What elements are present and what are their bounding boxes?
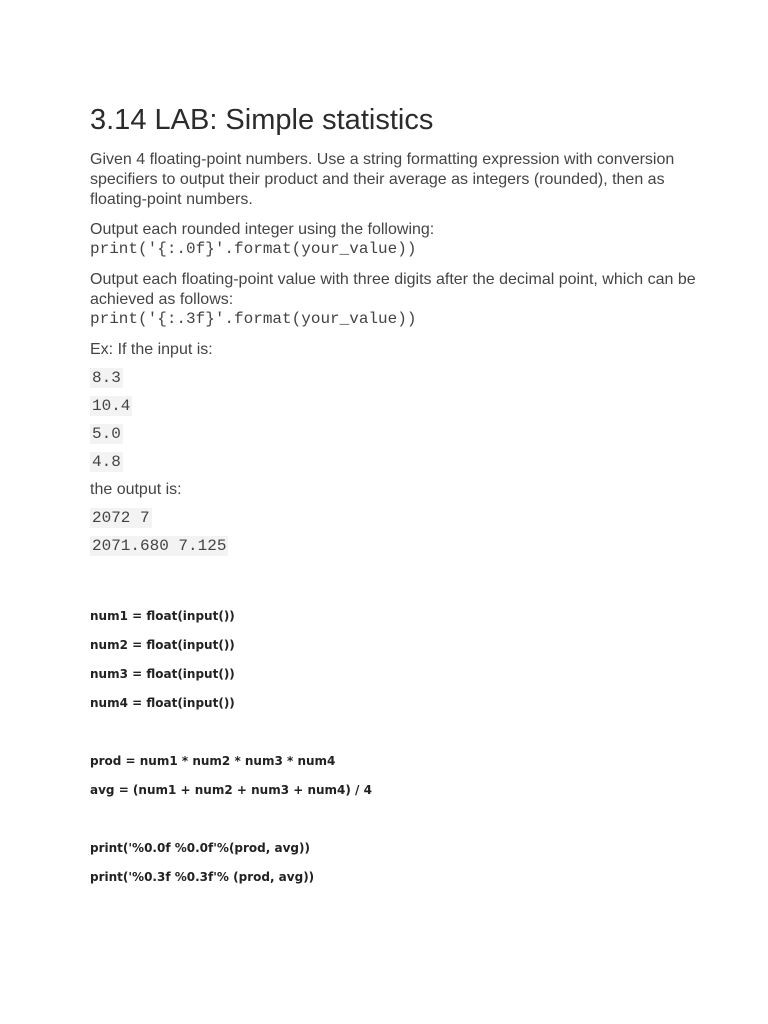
code-line: prod = num1 * num2 * num3 * num4 [90,754,336,768]
sample-input-1: 8.3 [92,369,121,387]
sample-output-2: 2071.680 7.125 [92,537,227,555]
code-line: num3 = float(input()) [90,667,235,681]
sample-input-list [90,368,700,478]
rounded-code: print('{:.0f}'.format(your_value)) [90,240,417,258]
sample-output-1: 2072 7 [92,509,150,527]
code-line: print('%0.0f %0.0f'%(prod, avg)) [90,841,310,855]
intro-paragraph: Given 4 floating-point numbers. Use a string formatting expression with conversion specifiers to output their product and their average as integers (rounded), then as floating-point numbers. [90,151,675,208]
sample-input-4: 4.8 [92,453,121,471]
code-line: print('%0.3f %0.3f'% (prod, avg)) [90,870,315,884]
output-intro: the output is: [90,481,182,498]
float-code: print('{:.3f}'.format(your_value)) [90,310,417,328]
solution-code-block-1 [90,608,700,724]
code-line: num1 = float(input()) [90,609,235,623]
sample-input-2: 10.4 [92,397,131,415]
solution-code-block-2 [90,753,700,811]
example-intro: Ex: If the input is: [90,341,213,358]
sample-output-list [90,508,700,564]
solution-code-block-3 [90,840,700,898]
page-title: 3.14 LAB: Simple statistics [90,104,434,136]
code-line: avg = (num1 + num2 + num3 + num4) / 4 [90,783,372,797]
lab-document [90,100,700,898]
rounded-instruction: Output each rounded integer using the following: [90,221,435,238]
float-instruction: Output each floating-point value with three digits after the decimal point, which can be achieved as follows: [90,271,696,308]
code-line: num2 = float(input()) [90,638,235,652]
code-line: num4 = float(input()) [90,696,235,710]
sample-input-3: 5.0 [92,425,121,443]
